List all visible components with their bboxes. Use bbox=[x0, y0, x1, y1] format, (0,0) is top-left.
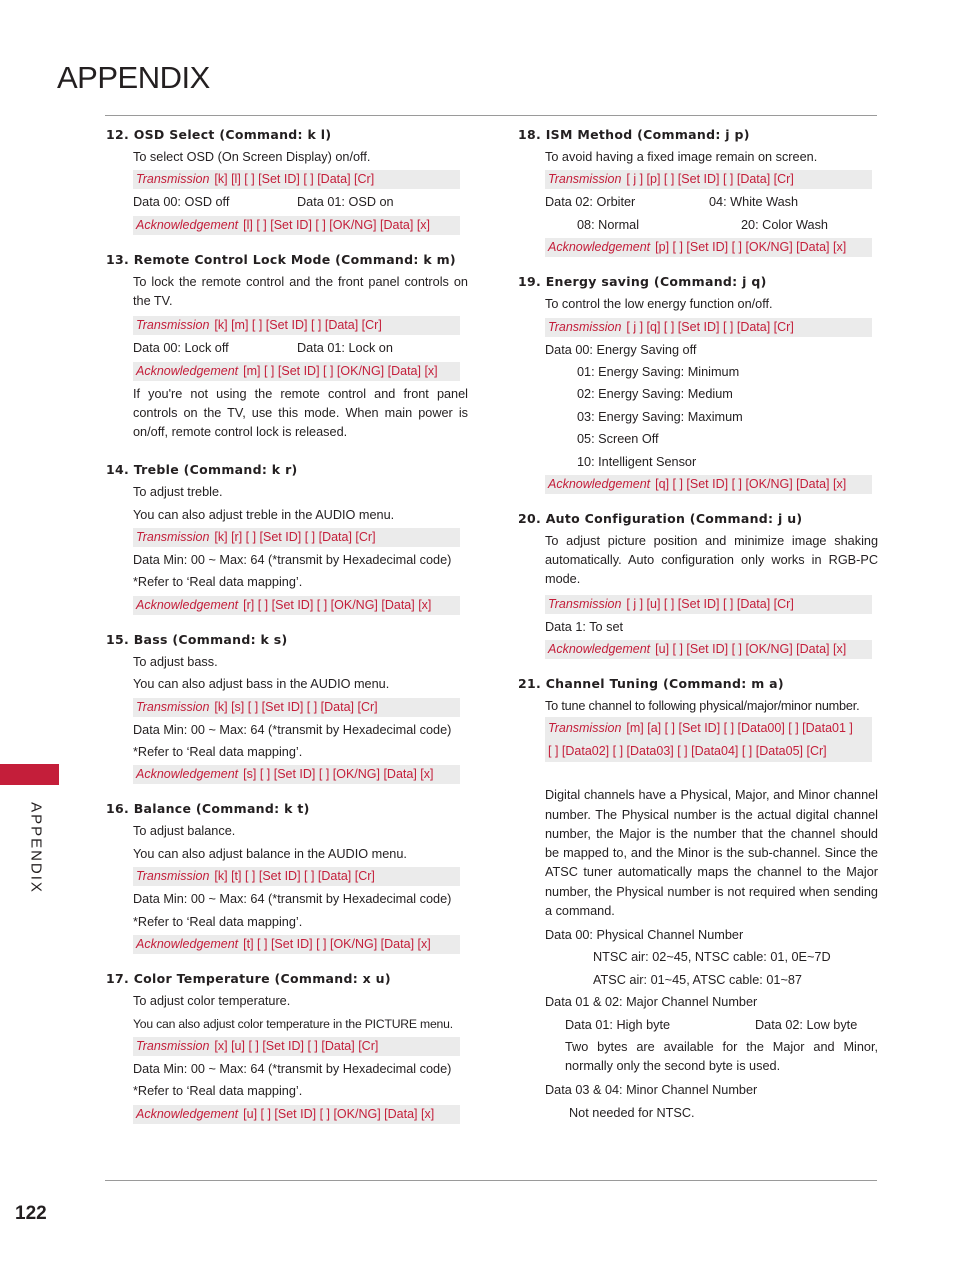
acknowledgement-format: [l] [ ] [Set ID] [ ] [OK/NG] [Data] [x] bbox=[243, 217, 431, 232]
data-range: ATSC air: 01~45, ATSC cable: 01~87 bbox=[593, 972, 802, 987]
section-desc: To tune channel to following physical/major/minor number. bbox=[545, 699, 860, 714]
section-channel-tuning bbox=[518, 673, 878, 1124]
transmission-format: [ j ] [q] [ ] [Set ID] [ ] [Data] [Cr] bbox=[626, 319, 794, 334]
page-title: APPENDIX bbox=[57, 60, 210, 95]
transmission-bar bbox=[133, 170, 460, 189]
data-value: 02: Energy Saving: Medium bbox=[577, 387, 733, 402]
data-range: NTSC air: 02~45, NTSC cable: 01, 0E~7D bbox=[593, 950, 831, 965]
transmission-format: [k] [s] [ ] [Set ID] [ ] [Data] [Cr] bbox=[214, 699, 378, 714]
section-title: 14. Treble (Command: k r) bbox=[106, 462, 298, 478]
transmission-bar bbox=[133, 316, 460, 335]
section-desc: To adjust bass. bbox=[133, 654, 218, 669]
transmission-format: [ ] [Data02] [ ] [Data03] [ ] [Data04] [ ] [Data05] [Cr] bbox=[548, 743, 827, 758]
acknowledgement-format: [u] [ ] [Set ID] [ ] [OK/NG] [Data] [x] bbox=[655, 642, 847, 657]
data-value: Data 02: Orbiter bbox=[545, 195, 636, 210]
section-energy-saving bbox=[518, 271, 878, 494]
data-note: *Refer to ‘Real data mapping’. bbox=[133, 575, 303, 590]
section-balance bbox=[106, 798, 468, 954]
acknowledgement-bar bbox=[133, 362, 460, 381]
transmission-format: [k] [t] [ ] [Set ID] [ ] [Data] [Cr] bbox=[214, 869, 375, 884]
transmission-bar bbox=[545, 595, 872, 614]
data-value: Data 01: High byte bbox=[565, 1017, 671, 1032]
data-value: Data 00: Physical Channel Number bbox=[545, 927, 744, 942]
data-value: 01: Energy Saving: Minimum bbox=[577, 365, 740, 380]
acknowledgement-label: Acknowledgement bbox=[136, 597, 239, 612]
transmission-label: Transmission bbox=[548, 172, 622, 187]
data-values bbox=[545, 1014, 878, 1036]
transmission-label: Transmission bbox=[548, 319, 622, 334]
transmission-label: Transmission bbox=[548, 721, 622, 736]
section-title: 18. ISM Method (Command: j p) bbox=[518, 127, 750, 142]
transmission-format: [k] [l] [ ] [Set ID] [ ] [Data] [Cr] bbox=[214, 172, 375, 187]
transmission-bar-continued bbox=[545, 740, 872, 763]
data-value: Data 01: Lock on bbox=[297, 341, 393, 356]
right-column bbox=[518, 124, 878, 1138]
transmission-label: Transmission bbox=[136, 318, 210, 333]
section-title: 20. Auto Configuration (Command: j u) bbox=[518, 511, 803, 527]
section-desc: You can also adjust color temperature in the PICTURE menu. bbox=[133, 1016, 453, 1031]
acknowledgement-label: Acknowledgement bbox=[136, 1106, 239, 1121]
data-value: Data 01: OSD on bbox=[297, 195, 394, 210]
transmission-label: Transmission bbox=[136, 530, 210, 545]
transmission-label: Transmission bbox=[136, 699, 210, 714]
data-values bbox=[545, 191, 878, 213]
section-title: 12. OSD Select (Command: k l) bbox=[106, 127, 332, 142]
transmission-label: Transmission bbox=[548, 596, 622, 611]
transmission-format: [ j ] [p] [ ] [Set ID] [ ] [Data] [Cr] bbox=[626, 172, 794, 187]
transmission-format: [k] [r] [ ] [Set ID] [ ] [Data] [Cr] bbox=[214, 530, 376, 545]
section-desc: You can also adjust treble in the AUDIO menu. bbox=[133, 507, 395, 522]
top-divider bbox=[105, 115, 877, 116]
acknowledgement-format: [p] [ ] [Set ID] [ ] [OK/NG] [Data] [x] bbox=[655, 240, 847, 255]
transmission-format: [k] [m] [ ] [Set ID] [ ] [Data] [Cr] bbox=[214, 318, 382, 333]
section-desc: To adjust color temperature. bbox=[133, 994, 291, 1009]
acknowledgement-bar bbox=[545, 640, 872, 659]
acknowledgement-label: Acknowledgement bbox=[136, 363, 239, 378]
transmission-bar bbox=[133, 698, 460, 717]
data-value: Data Min: 00 ~ Max: 64 (*transmit by Hexadecimal code) bbox=[133, 1061, 452, 1076]
acknowledgement-bar bbox=[545, 238, 872, 257]
acknowledgement-label: Acknowledgement bbox=[548, 240, 651, 255]
acknowledgement-bar bbox=[133, 1105, 460, 1124]
section-title: 17. Color Temperature (Command: x u) bbox=[106, 971, 391, 987]
section-treble bbox=[106, 459, 468, 615]
section-desc: To control the low energy function on/off. bbox=[545, 297, 773, 312]
data-value: 08: Normal bbox=[577, 217, 640, 232]
acknowledgement-bar bbox=[545, 475, 872, 494]
acknowledgement-bar bbox=[133, 935, 460, 954]
data-note: *Refer to ‘Real data mapping’. bbox=[133, 1084, 303, 1099]
side-section-label: APPENDIX bbox=[27, 802, 45, 894]
data-note: *Refer to ‘Real data mapping’. bbox=[133, 745, 303, 760]
data-value: Data Min: 00 ~ Max: 64 (*transmit by Hexadecimal code) bbox=[133, 892, 452, 907]
transmission-label: Transmission bbox=[136, 1038, 210, 1053]
data-value: Data 00: Energy Saving off bbox=[545, 342, 697, 357]
transmission-format: [x] [u] [ ] [Set ID] [ ] [Data] [Cr] bbox=[214, 1038, 379, 1053]
data-value: Data Min: 00 ~ Max: 64 (*transmit by Hexadecimal code) bbox=[133, 722, 452, 737]
acknowledgement-label: Acknowledgement bbox=[548, 477, 651, 492]
bottom-divider bbox=[105, 1180, 877, 1181]
channel-explanation: Digital channels have a Physical, Major, and Minor channel number. The Physical number is the actual digital channel number, the Major is the number that the channel should be mapped to, and the Minor is the sub-channel. Since the ATSC tuner automatically maps the channel to the Major number, the Physical number is not required when sending a command. bbox=[545, 788, 878, 918]
section-desc: To lock the remote control and the front panel controls on the TV. bbox=[133, 274, 468, 309]
acknowledgement-label: Acknowledgement bbox=[136, 217, 239, 232]
transmission-bar bbox=[545, 717, 872, 740]
section-desc: To adjust balance. bbox=[133, 824, 236, 839]
acknowledgement-format: [q] [ ] [Set ID] [ ] [OK/NG] [Data] [x] bbox=[655, 477, 847, 492]
data-note: Not needed for NTSC. bbox=[569, 1105, 695, 1120]
acknowledgement-format: [u] [ ] [Set ID] [ ] [OK/NG] [Data] [x] bbox=[243, 1106, 435, 1121]
data-value: 10: Intelligent Sensor bbox=[577, 454, 697, 469]
section-title: 16. Balance (Command: k t) bbox=[106, 801, 310, 817]
data-note: *Refer to ‘Real data mapping’. bbox=[133, 914, 303, 929]
transmission-bar bbox=[545, 170, 872, 189]
section-desc: To select OSD (On Screen Display) on/off. bbox=[133, 150, 371, 164]
section-title: 19. Energy saving (Command: j q) bbox=[518, 274, 767, 290]
data-value: Data 01 & 02: Major Channel Number bbox=[545, 995, 758, 1010]
acknowledgement-bar bbox=[133, 765, 460, 784]
section-desc: To avoid having a fixed image remain on screen. bbox=[545, 150, 818, 164]
acknowledgement-format: [r] [ ] [Set ID] [ ] [OK/NG] [Data] [x] bbox=[243, 597, 432, 612]
data-value: Data 1: To set bbox=[545, 619, 624, 634]
transmission-label: Transmission bbox=[136, 172, 210, 187]
section-auto-configuration bbox=[518, 508, 878, 659]
section-desc: You can also adjust balance in the AUDIO menu. bbox=[133, 846, 407, 861]
section-title: 15. Bass (Command: k s) bbox=[106, 631, 288, 647]
transmission-bar bbox=[133, 528, 460, 547]
acknowledgement-bar bbox=[133, 216, 460, 235]
section-osd-select bbox=[106, 124, 468, 235]
section-desc: To adjust treble. bbox=[133, 485, 223, 500]
acknowledgement-label: Acknowledgement bbox=[548, 642, 651, 657]
section-note: If you're not using the remote control and front panel controls on the TV, use this mode. When main power is on/off, remote control lock is released. bbox=[133, 386, 468, 440]
section-color-temperature bbox=[106, 968, 468, 1124]
acknowledgement-label: Acknowledgement bbox=[136, 767, 239, 782]
data-note: Two bytes are available for the Major and Minor, normally only the second byte is used. bbox=[565, 1039, 878, 1074]
acknowledgement-bar bbox=[133, 596, 460, 615]
transmission-label: Transmission bbox=[136, 869, 210, 884]
acknowledgement-format: [m] [ ] [Set ID] [ ] [OK/NG] [Data] [x] bbox=[243, 363, 438, 378]
acknowledgement-format: [s] [ ] [Set ID] [ ] [OK/NG] [Data] [x] bbox=[243, 767, 434, 782]
side-tab-marker bbox=[0, 764, 59, 785]
data-value: Data 00: Lock off bbox=[133, 341, 229, 356]
data-value: Data 00: OSD off bbox=[133, 195, 230, 210]
transmission-format: [ j ] [u] [ ] [Set ID] [ ] [Data] [Cr] bbox=[626, 596, 794, 611]
section-ism-method bbox=[518, 124, 878, 257]
acknowledgement-label: Acknowledgement bbox=[136, 937, 239, 952]
acknowledgement-format: [t] [ ] [Set ID] [ ] [OK/NG] [Data] [x] bbox=[243, 937, 431, 952]
transmission-bar bbox=[133, 867, 460, 886]
section-desc: To adjust picture position and minimize image shaking automatically. Auto configuration only works in RGB-PC mode. bbox=[545, 534, 878, 587]
section-remote-lock bbox=[106, 249, 468, 445]
section-bass bbox=[106, 629, 468, 785]
data-value: Data 03 & 04: Minor Channel Number bbox=[545, 1083, 758, 1098]
data-value: Data Min: 00 ~ Max: 64 (*transmit by Hexadecimal code) bbox=[133, 553, 452, 568]
data-value: 03: Energy Saving: Maximum bbox=[577, 409, 743, 424]
section-desc: You can also adjust bass in the AUDIO menu. bbox=[133, 677, 390, 692]
data-value: 05: Screen Off bbox=[577, 432, 659, 447]
section-title: 21. Channel Tuning (Command: m a) bbox=[518, 676, 784, 692]
transmission-bar bbox=[133, 1037, 460, 1056]
data-values bbox=[133, 337, 468, 359]
section-title: 13. Remote Control Lock Mode (Command: k m) bbox=[106, 251, 456, 267]
data-value: Data 02: Low byte bbox=[755, 1017, 858, 1032]
data-values bbox=[545, 214, 878, 236]
data-value: 04: White Wash bbox=[709, 195, 799, 210]
data-values bbox=[133, 191, 468, 213]
page-number: 122 bbox=[15, 1203, 47, 1224]
transmission-format: [m] [a] [ ] [Set ID] [ ] [Data00] [ ] [Data01 ] bbox=[626, 721, 853, 736]
left-column bbox=[106, 124, 468, 1138]
transmission-bar bbox=[545, 318, 872, 337]
data-value: 20: Color Wash bbox=[741, 217, 828, 232]
